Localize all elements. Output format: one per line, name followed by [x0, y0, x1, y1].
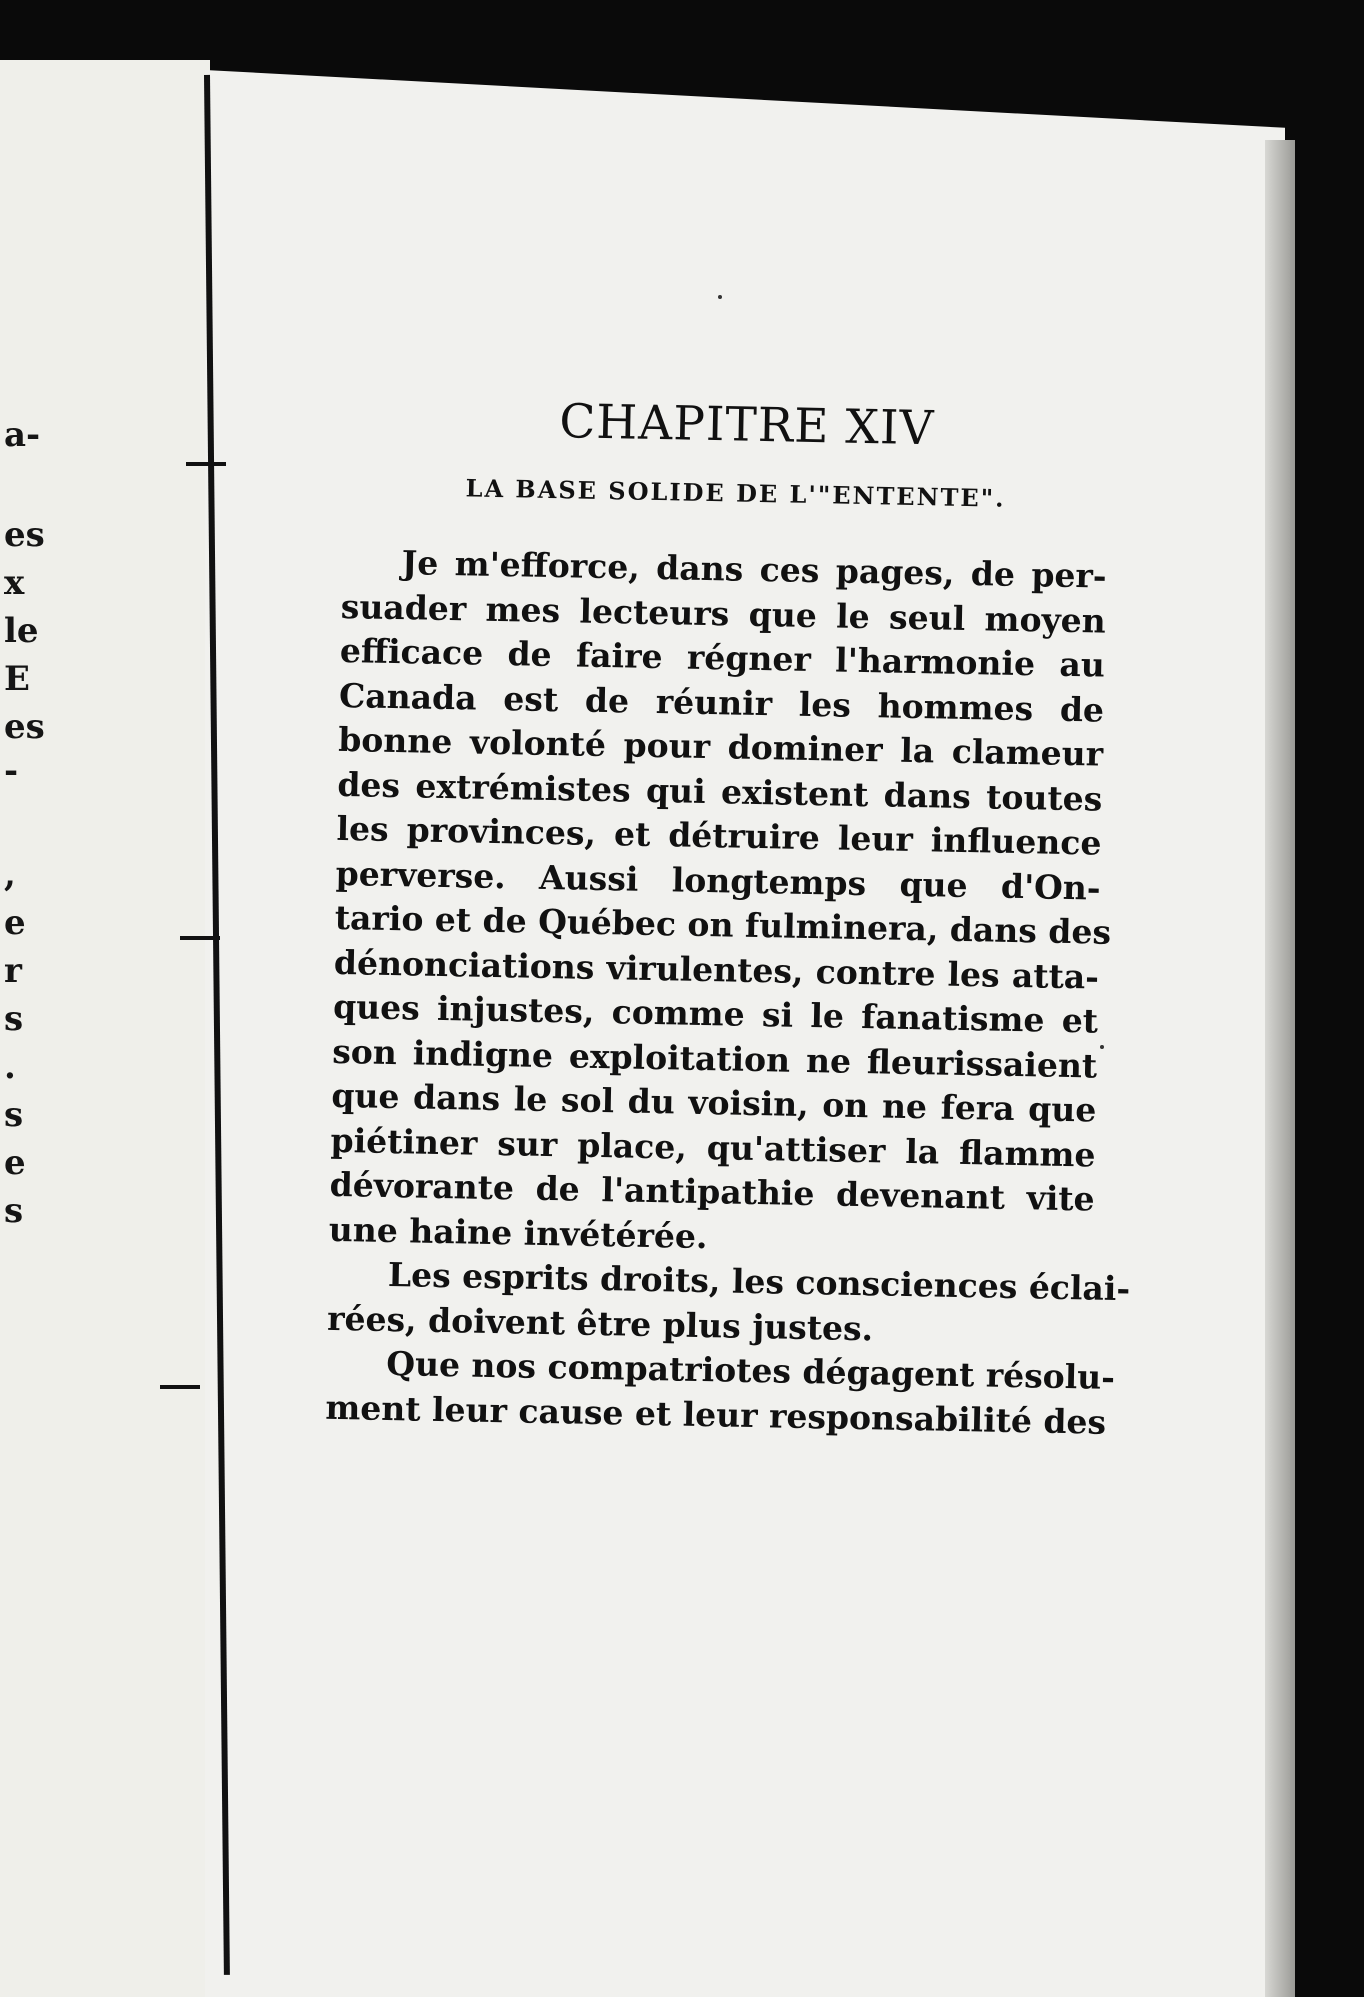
binding-stitch-mark	[180, 936, 220, 940]
line-fragment: ,	[4, 855, 16, 895]
body-text-line: une haine invétérée.	[328, 1209, 708, 1256]
line-fragment: r	[4, 951, 22, 991]
line-fragment: le	[4, 611, 39, 651]
line-fragment: s	[4, 1191, 24, 1231]
body-text-line: perverse. Aussi longtemps que d'On-	[335, 853, 1101, 908]
scan-speck	[1100, 1045, 1104, 1049]
body-text-line: tario et de Québec on fulminera, dans des	[334, 897, 1112, 952]
page-edge-shadow	[1265, 140, 1295, 1997]
line-fragment: x	[4, 563, 25, 603]
body-text-line: Les esprits droits, les consciences éclai-	[387, 1254, 1131, 1309]
body-text-line: piétiner sur place, qu'attiser la flamme	[330, 1120, 1096, 1175]
line-fragment: .	[4, 1047, 16, 1087]
body-text-line: son indigne exploitation ne fleurissaient	[331, 1031, 1098, 1086]
line-fragment: a-	[4, 415, 41, 455]
chapter-subtitle: LA BASE SOLIDE DE L'"ENTENTE".	[465, 473, 1006, 513]
body-text-line: Que nos compatriotes dégagent résolu-	[385, 1343, 1116, 1397]
line-fragment: e	[4, 903, 26, 943]
body-text-line: que dans le sol du voisin, on ne fera que	[331, 1075, 1097, 1130]
body-text-line: dévorante de l'antipathie devenant vite	[329, 1164, 1095, 1219]
body-text-line: suader mes lecteurs que le seul moyen	[340, 586, 1107, 641]
body-text-line: rées, doivent être plus justes.	[326, 1298, 874, 1348]
line-fragment: e	[4, 1143, 26, 1183]
line-fragment: -	[4, 751, 19, 791]
binding-stitch-mark	[160, 1385, 200, 1389]
line-fragment: s	[4, 1095, 24, 1135]
binding-stitch-mark	[186, 462, 226, 466]
line-fragment: s	[4, 999, 24, 1039]
previous-page-edge	[0, 60, 210, 1997]
chapter-title: CHAPITRE XIV	[558, 394, 935, 457]
body-text-line: bonne volonté pour dominer la clameur	[337, 719, 1104, 774]
body-text-line: les provinces, et détruire leur influence	[336, 808, 1102, 863]
body-text-line: Je m'efforce, dans ces pages, de per-	[401, 543, 1107, 596]
body-text-line: efficace de faire régner l'harmonie au	[339, 630, 1106, 685]
page-content	[325, 390, 1131, 1444]
body-text-line: des extrémistes qui existent dans toutes	[337, 764, 1103, 819]
scan-speck	[718, 295, 722, 299]
body-text-line: Canada est de réunir les hommes de	[338, 675, 1105, 730]
body-text-line: dénonciations virulentes, contre les atta-	[333, 942, 1100, 997]
line-fragment: es	[4, 707, 45, 747]
body-text-line: ment leur cause et leur responsabilité des	[325, 1387, 1107, 1442]
body-text-line: ques injustes, comme si le fanatisme et	[332, 986, 1099, 1041]
line-fragment: es	[4, 515, 45, 555]
line-fragment: E	[4, 659, 30, 699]
